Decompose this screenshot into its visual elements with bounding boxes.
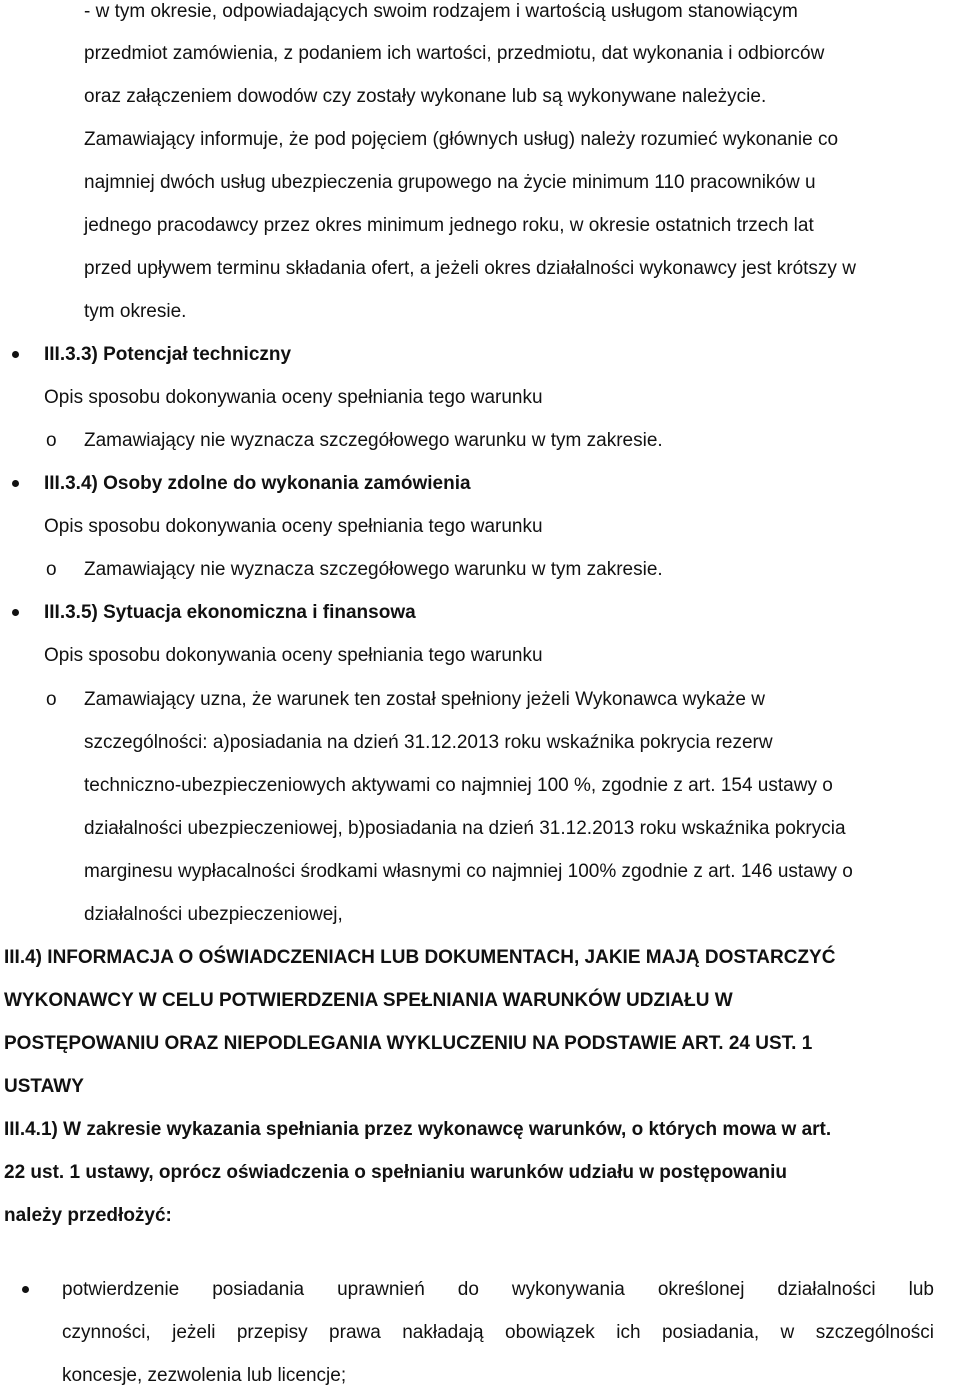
section4-heading-line: POSTĘPOWANIU ORAZ NIEPODLEGANIA WYKLUCZENIU NA PODSTAWIE ART. 24 UST. 1 bbox=[4, 1033, 813, 1054]
bullet-dot-icon bbox=[22, 1286, 29, 1293]
final-bullet-line bbox=[62, 1278, 934, 1302]
section-subheading: Opis sposobu dokonywania oceny spełniania tego warunku bbox=[44, 516, 543, 537]
intro-line: - w tym okresie, odpowiadających swoim rodzajem i wartością usługom stanowiącym bbox=[84, 1, 798, 22]
bullet-dot-icon bbox=[12, 609, 19, 616]
circle-bullet-icon: o bbox=[46, 689, 57, 710]
circle-bullet-icon: o bbox=[46, 559, 57, 580]
section-text: działalności ubezpieczeniowej, bbox=[84, 904, 343, 925]
intro-line: najmniej dwóch usług ubezpieczenia grupowego na życie minimum 110 pracowników u bbox=[84, 172, 816, 193]
section-heading: III.3.4) Osoby zdolne do wykonania zamówienia bbox=[44, 473, 471, 494]
section-subheading: Opis sposobu dokonywania oceny spełniania tego warunku bbox=[44, 387, 543, 408]
section-text: szczególności: a)posiadania na dzień 31.12.2013 roku wskaźnika pokrycia rezerw bbox=[84, 732, 773, 753]
bullet-dot-icon bbox=[12, 480, 19, 487]
final-bullet-line bbox=[62, 1321, 934, 1345]
section-heading: III.3.5) Sytuacja ekonomiczna i finansowa bbox=[44, 602, 416, 623]
section-text: marginesu wypłacalności środkami własnymi co najmniej 100% zgodnie z art. 146 ustawy o bbox=[84, 861, 853, 882]
section-text: Zamawiający uzna, że warunek ten został spełniony jeżeli Wykonawca wykaże w bbox=[84, 689, 765, 710]
section-text: Zamawiający nie wyznacza szczegółowego warunku w tym zakresie. bbox=[84, 430, 663, 451]
intro-line: tym okresie. bbox=[84, 301, 187, 322]
section4-heading-line: USTAWY bbox=[4, 1076, 84, 1097]
bullet-dot-icon bbox=[12, 351, 19, 358]
intro-line: oraz załączeniem dowodów czy zostały wykonane lub są wykonywane należycie. bbox=[84, 86, 767, 107]
final-bullet-line: koncesje, zezwolenia lub licencje; bbox=[62, 1365, 347, 1386]
section41-line: 22 ust. 1 ustawy, oprócz oświadczenia o spełnianiu warunków udziału w postępowaniu bbox=[4, 1162, 788, 1183]
intro-line: przed upływem terminu składania ofert, a jeżeli okres działalności wykonawcy jest krótszy w bbox=[84, 258, 856, 279]
final-bullet-text: potwierdzenie posiadania uprawnień do wykonywania określonej działalności lub bbox=[62, 1279, 934, 1300]
circle-bullet-icon: o bbox=[46, 430, 57, 451]
section41-line: III.4.1) W zakresie wykazania spełniania przez wykonawcę warunków, o których mowa w art. bbox=[4, 1119, 832, 1140]
section4-heading-line: III.4) INFORMACJA O OŚWIADCZENIACH LUB DOKUMENTACH, JAKIE MAJĄ DOSTARCZYĆ bbox=[4, 947, 836, 968]
section4-heading-line: WYKONAWCY W CELU POTWIERDZENIA SPEŁNIANIA WARUNKÓW UDZIAŁU W bbox=[4, 990, 733, 1011]
section41-line: należy przedłożyć: bbox=[4, 1205, 172, 1226]
intro-line: przedmiot zamówienia, z podaniem ich wartości, przedmiotu, dat wykonania i odbiorców bbox=[84, 43, 825, 64]
section-subheading: Opis sposobu dokonywania oceny spełniania tego warunku bbox=[44, 645, 543, 666]
section-text: działalności ubezpieczeniowej, b)posiadania na dzień 31.12.2013 roku wskaźnika pokrycia bbox=[84, 818, 846, 839]
intro-line: Zamawiający informuje, że pod pojęciem (głównych usług) należy rozumieć wykonanie co bbox=[84, 129, 839, 150]
section-heading: III.3.3) Potencjał techniczny bbox=[44, 344, 292, 365]
section-text: techniczno-ubezpieczeniowych aktywami co najmniej 100 %, zgodnie z art. 154 ustawy o bbox=[84, 775, 833, 796]
section-text: Zamawiający nie wyznacza szczegółowego warunku w tym zakresie. bbox=[84, 559, 663, 580]
intro-line: jednego pracodawcy przez okres minimum jednego roku, w okresie ostatnich trzech lat bbox=[84, 215, 814, 236]
final-bullet-text: czynności, jeżeli przepisy prawa nakładają obowiązek ich posiadania, w szczególności bbox=[62, 1322, 934, 1343]
